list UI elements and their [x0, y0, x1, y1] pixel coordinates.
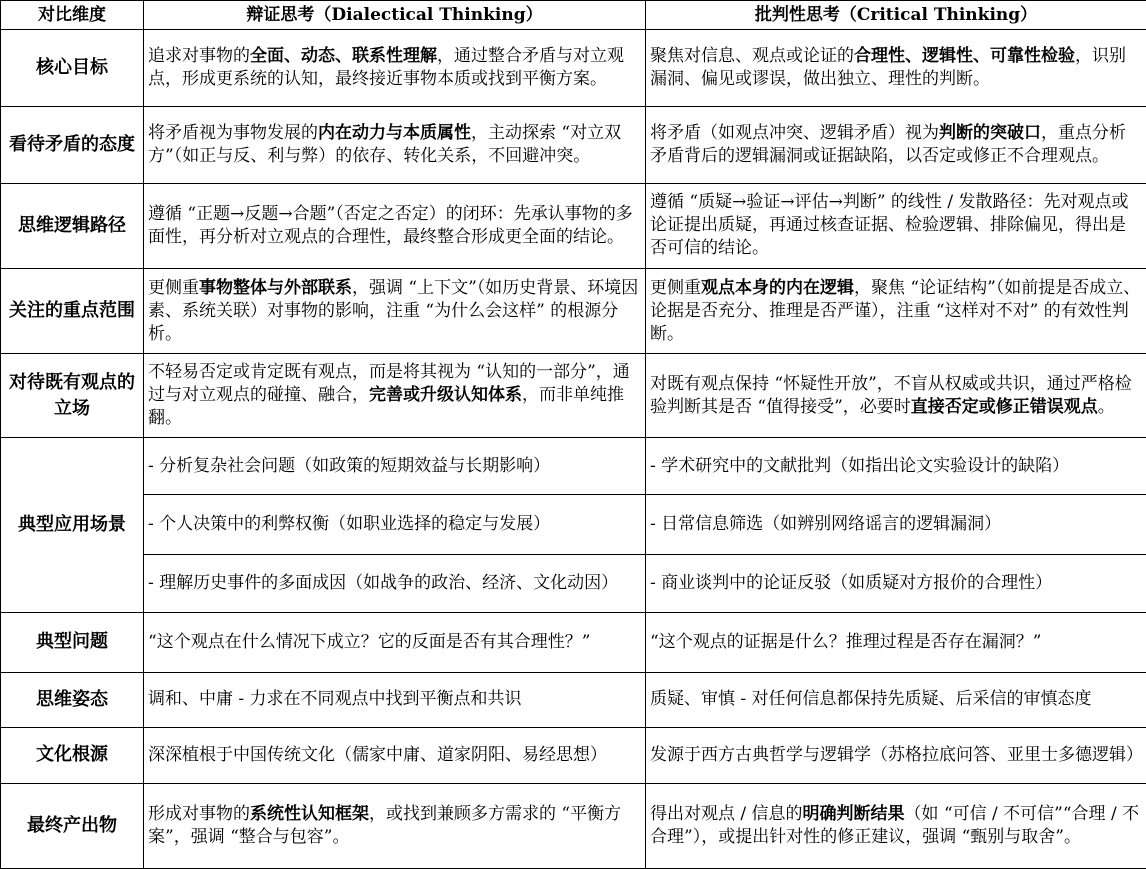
dimension-cell: 对待既有观点的立场	[1, 354, 144, 437]
critical-cell	[646, 183, 1146, 268]
body-text: ，强调 “上下文”（如历史背景、环境因素、系统关联）对事物的影响，注重 “为什么会这样” 的根源分析。	[148, 277, 639, 344]
body-text: ，或找到兼顾多方需求的 “平衡方案”，强调 “整合与包容”。	[148, 803, 622, 847]
critical-cell	[646, 672, 1146, 728]
body-text: 得出对观点 / 信息的	[650, 803, 803, 824]
body-text: “这个观点在什么情况下成立？它的反面是否有其合理性？”	[148, 631, 591, 652]
header-critical: 批判性思考（Critical Thinking）	[646, 1, 1146, 30]
body-text: ，识别漏洞、偏见或谬误，做出独立、理性的判断。	[650, 45, 1126, 89]
body-text: （如 “可信 / 不可信”“合理 / 不合理”），或提出针对性的修正建议，强调 “甄别与取舍”。	[650, 803, 1140, 847]
emphasis-text: 完善或升级认知体系	[369, 385, 522, 406]
critical-cell	[646, 354, 1146, 437]
body-text: ，聚焦 “论证结构”（如前提是否成立、论据是否充分、推理是否严谨），注重 “这样对不对” 的有效性判断。	[650, 277, 1141, 344]
dimension-cell: 典型问题	[1, 612, 144, 672]
row-scenarios-3	[1, 555, 1146, 613]
body-text: 质疑、审慎 - 对任何信息都保持先质疑、后采信的审慎态度	[650, 689, 1092, 710]
dimension-cell: 思维姿态	[1, 672, 144, 728]
dialectical-scenario: - 分析复杂社会问题（如政策的短期效益与长期影响）	[144, 437, 646, 495]
dialectical-cell	[144, 354, 646, 437]
emphasis-text: 事物整体与外部联系	[199, 277, 352, 298]
emphasis-text: 内在动力与本质属性	[318, 122, 471, 143]
critical-scenario: - 日常信息筛选（如辨别网络谣言的逻辑漏洞）	[646, 495, 1146, 555]
dimension-cell: 关注的重点范围	[1, 269, 144, 354]
row-core-goal	[1, 30, 1146, 107]
dialectical-scenario: - 理解历史事件的多面成因（如战争的政治、经济、文化动因）	[144, 555, 646, 613]
dialectical-cell	[144, 30, 646, 107]
body-text: 发源于西方古典哲学与逻辑学（苏格拉底问答、亚里士多德逻辑）	[650, 744, 1143, 765]
row-typical-question	[1, 612, 1146, 672]
dialectical-cell	[144, 672, 646, 728]
dimension-cell: 文化根源	[1, 728, 144, 784]
body-text: 不轻易否定或肯定既有观点，而是将其视为 “认知的一部分”，通过与对立观点的碰撞、融合，	[148, 362, 630, 406]
body-text: 。	[1097, 396, 1115, 417]
row-contradiction-attitude	[1, 106, 1146, 183]
critical-cell	[646, 783, 1146, 868]
row-final-output	[1, 783, 1146, 868]
critical-cell	[646, 728, 1146, 784]
row-logic-path	[1, 183, 1146, 268]
row-thinking-posture	[1, 672, 1146, 728]
body-text: 深深植根于中国传统文化（儒家中庸、道家阴阳、易经思想）	[148, 744, 607, 765]
row-existing-views	[1, 354, 1146, 437]
body-text: 将矛盾视为事物发展的	[148, 122, 318, 143]
emphasis-text: 合理性、逻辑性、可靠性检验	[854, 45, 1075, 66]
row-focus-scope	[1, 269, 1146, 354]
row-scenarios-2	[1, 495, 1146, 555]
body-text: ，重点分析矛盾背后的逻辑漏洞或证据缺陷，以否定或修正不合理观点。	[650, 122, 1126, 166]
critical-cell	[646, 612, 1146, 672]
emphasis-text: 直接否定或修正错误观点	[910, 396, 1098, 417]
header-row	[1, 1, 1146, 30]
header-dimension: 对比维度	[1, 1, 144, 30]
body-text: 对既有观点保持 “怀疑性开放”，不盲从权威或共识，通过严格检验判断其是否 “值得接受”，必要时	[650, 373, 1132, 417]
body-text: 更侧重	[650, 277, 701, 298]
emphasis-text: 明确判断结果	[802, 803, 905, 824]
emphasis-text: 系统性认知框架	[250, 803, 369, 824]
body-text: 遵循 “质疑→验证→评估→判断” 的线性 / 发散路径：先对观点或论证提出质疑，再通过核查证据、检验逻辑、排除偏见，得出是否可信的结论。	[650, 192, 1129, 259]
dialectical-cell	[144, 783, 646, 868]
critical-cell	[646, 106, 1146, 183]
body-text: ，而非单纯推翻。	[148, 385, 624, 429]
critical-cell	[646, 30, 1146, 107]
body-text: 调和、中庸 - 力求在不同观点中找到平衡点和共识	[148, 689, 522, 710]
critical-cell	[646, 269, 1146, 354]
body-text: 追求对事物的	[148, 45, 250, 66]
header-dialectical: 辩证思考（Dialectical Thinking）	[144, 1, 646, 30]
body-text: 更侧重	[148, 277, 199, 298]
dialectical-scenario: - 个人决策中的利弊权衡（如职业选择的稳定与发展）	[144, 495, 646, 555]
dimension-cell: 典型应用场景	[1, 437, 144, 612]
dialectical-cell	[144, 728, 646, 784]
emphasis-text: 判断的突破口	[939, 122, 1041, 143]
body-text: 形成对事物的	[148, 803, 250, 824]
body-text: 聚焦对信息、观点或论证的	[650, 45, 854, 66]
emphasis-text: 全面、动态、联系性理解	[250, 45, 437, 66]
critical-scenario: - 商业谈判中的论证反驳（如质疑对方报价的合理性）	[646, 555, 1146, 613]
dialectical-cell	[144, 612, 646, 672]
body-text: “这个观点的证据是什么？推理过程是否存在漏洞？”	[650, 631, 1042, 652]
body-text: 将矛盾（如观点冲突、逻辑矛盾）视为	[650, 122, 939, 143]
body-text: ，通过整合矛盾与对立观点，形成更系统的认知，最终接近事物本质或找到平衡方案。	[148, 45, 624, 89]
emphasis-text: 观点本身的内在逻辑	[701, 277, 854, 298]
row-scenarios-1	[1, 437, 1146, 495]
critical-scenario: - 学术研究中的文献批判（如指出论文实验设计的缺陷）	[646, 437, 1146, 495]
body-text: ，主动探索 “对立双方”（如正与反、利与弊）的依存、转化关系，不回避冲突。	[148, 122, 622, 166]
dimension-cell: 核心目标	[1, 30, 144, 107]
row-cultural-roots	[1, 728, 1146, 784]
dialectical-cell	[144, 269, 646, 354]
body-text: 遵循 “正题→反题→合题”（否定之否定）的闭环：先承认事物的多面性，再分析对立观点的合理性，最终整合形成更全面的结论。	[148, 203, 633, 247]
dialectical-cell	[144, 183, 646, 268]
dimension-cell: 最终产出物	[1, 783, 144, 868]
dimension-cell: 思维逻辑路径	[1, 183, 144, 268]
dialectical-cell	[144, 106, 646, 183]
dimension-cell: 看待矛盾的态度	[1, 106, 144, 183]
